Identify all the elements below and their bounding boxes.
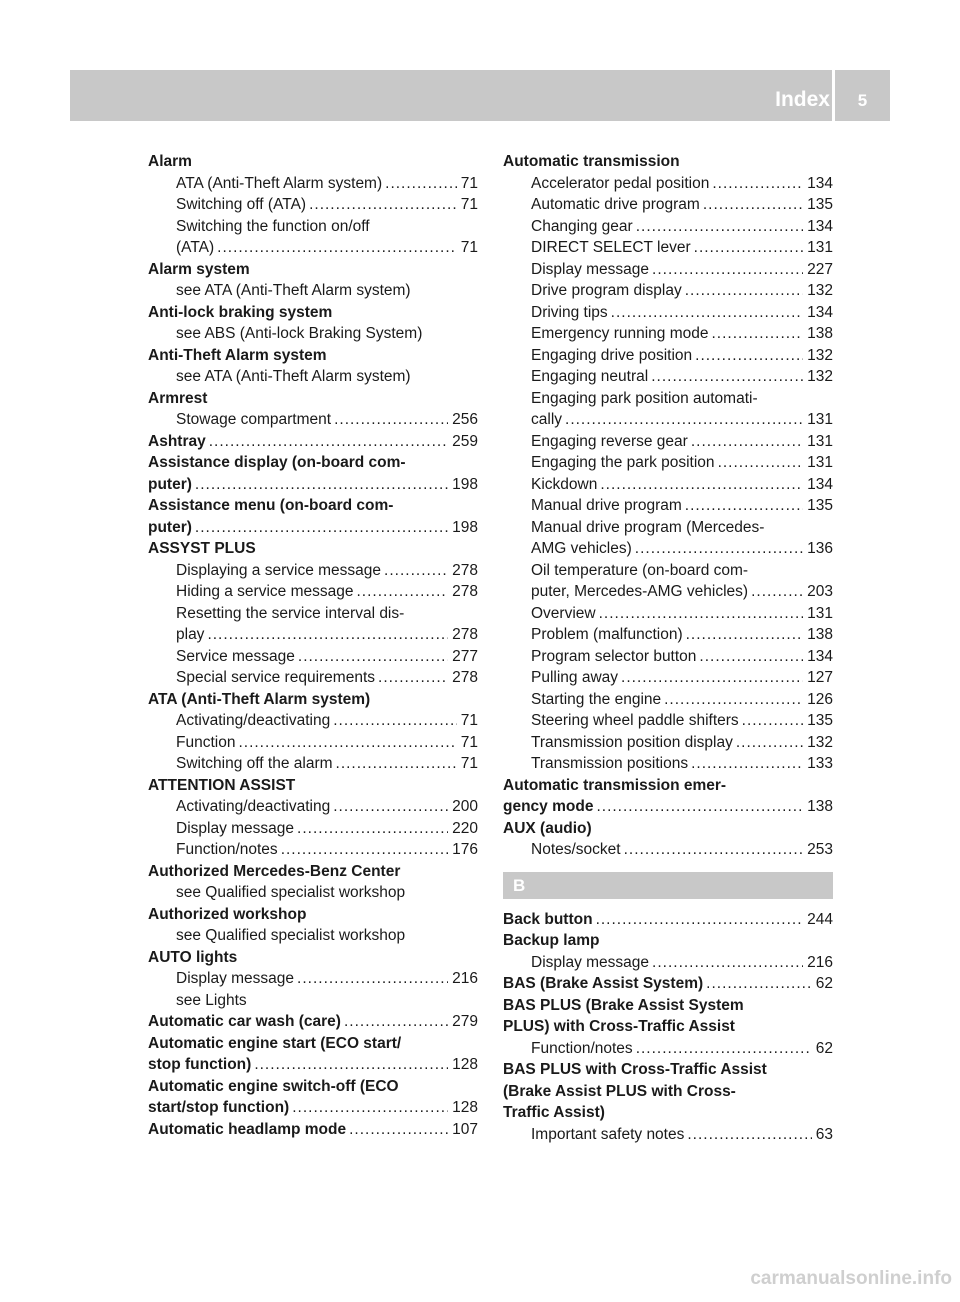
page-reference[interactable]: 131 bbox=[807, 239, 833, 256]
entry-text: (Brake Assist PLUS with Cross- bbox=[503, 1082, 736, 1100]
entry-text: Anti-lock braking system bbox=[148, 303, 333, 321]
page-reference[interactable]: 62 bbox=[815, 975, 833, 992]
page-reference[interactable]: 216 bbox=[807, 953, 833, 971]
dot-leader bbox=[624, 839, 804, 861]
entry-text: Program selector button bbox=[531, 647, 697, 665]
index-entry bbox=[148, 538, 478, 560]
entry-text: DIRECT SELECT lever bbox=[531, 239, 691, 256]
page-reference[interactable]: 278 bbox=[452, 669, 478, 686]
page-reference[interactable]: 227 bbox=[807, 260, 833, 278]
entry-text: Automatic headlamp mode bbox=[148, 1120, 347, 1138]
dot-leader bbox=[664, 689, 803, 711]
entry-text: Engaging reverse gear bbox=[531, 432, 688, 450]
index-entry bbox=[148, 495, 478, 517]
entry-text: start/stop function) bbox=[148, 1099, 290, 1116]
page-reference[interactable]: 244 bbox=[807, 910, 833, 928]
entry-text: Engaging park position automati- bbox=[531, 389, 758, 407]
entry-text: Activating/deactivating bbox=[176, 798, 331, 815]
entry-text: Activating/deactivating bbox=[176, 712, 331, 729]
dot-leader bbox=[217, 237, 457, 259]
index-entry bbox=[148, 302, 478, 324]
index-entry bbox=[148, 452, 478, 474]
entry-text: Overview bbox=[531, 604, 596, 622]
entry-text: Kickdown bbox=[531, 475, 598, 493]
entry-text: BAS PLUS (Brake Assist System bbox=[503, 996, 744, 1014]
entry-text: Service message bbox=[176, 647, 295, 665]
index-entry bbox=[148, 388, 478, 410]
page-reference[interactable]: 138 bbox=[807, 798, 833, 815]
index-subentry[interactable] bbox=[503, 603, 833, 625]
page-reference[interactable]: 135 bbox=[807, 196, 833, 213]
entry-text: Automatic transmission emer- bbox=[503, 776, 727, 794]
index-entry[interactable] bbox=[503, 796, 833, 818]
index-entry bbox=[148, 904, 478, 926]
index-entry bbox=[148, 259, 478, 281]
section-letter-heading: B bbox=[503, 872, 833, 899]
page-reference[interactable]: 63 bbox=[815, 1125, 833, 1143]
index-subentry[interactable] bbox=[503, 1124, 833, 1146]
index-subentry[interactable] bbox=[503, 710, 833, 732]
dot-leader bbox=[635, 538, 803, 560]
index-subentry[interactable] bbox=[148, 667, 478, 689]
index-subentry[interactable] bbox=[148, 560, 478, 582]
page-number: 5 bbox=[857, 91, 868, 110]
entry-text: Displaying a service message bbox=[176, 561, 382, 579]
index-subentry[interactable] bbox=[503, 495, 833, 517]
entry-text: Problem (malfunction) bbox=[531, 626, 683, 643]
index-subentry[interactable] bbox=[503, 431, 833, 453]
dot-leader bbox=[712, 173, 803, 195]
dot-leader bbox=[706, 973, 812, 995]
index-subentry bbox=[148, 990, 478, 1012]
page-reference[interactable]: 200 bbox=[452, 798, 478, 815]
dot-leader bbox=[356, 581, 448, 603]
entry-text: Switching off the alarm bbox=[176, 755, 333, 772]
index-subentry[interactable] bbox=[148, 796, 478, 818]
entry-text: cally bbox=[531, 411, 563, 428]
dot-leader bbox=[195, 474, 448, 496]
dot-leader bbox=[254, 1054, 448, 1076]
index-subentry[interactable] bbox=[148, 753, 478, 775]
index-subentry bbox=[503, 517, 833, 539]
entry-text: Function/notes bbox=[176, 841, 278, 858]
entry-text: Automatic car wash (care) bbox=[148, 1013, 341, 1030]
entry-text: see Lights bbox=[176, 991, 247, 1009]
entry-text: Accelerator pedal position bbox=[531, 174, 710, 192]
index-subentry[interactable] bbox=[503, 474, 833, 496]
index-entry bbox=[503, 151, 833, 173]
entry-text: ATA (Anti-Theft Alarm system) bbox=[176, 174, 383, 192]
dot-leader bbox=[652, 259, 803, 281]
index-subentry[interactable] bbox=[503, 839, 833, 861]
entry-text: BAS (Brake Assist System) bbox=[503, 975, 704, 992]
entry-text: Authorized workshop bbox=[148, 905, 307, 923]
entry-text: see Qualified specialist workshop bbox=[176, 884, 406, 901]
entry-text: Important safety notes bbox=[531, 1125, 685, 1143]
entry-text: Driving tips bbox=[531, 303, 608, 321]
entry-text: Function bbox=[176, 733, 236, 751]
entry-text: puter) bbox=[148, 475, 192, 493]
page-reference[interactable]: 71 bbox=[460, 239, 478, 256]
page-reference[interactable]: 277 bbox=[452, 647, 478, 665]
dot-leader bbox=[636, 216, 803, 238]
index-subentry[interactable] bbox=[148, 646, 478, 668]
dot-leader bbox=[292, 1097, 448, 1119]
index-subentry[interactable] bbox=[148, 173, 478, 195]
entry-text: see Qualified specialist workshop bbox=[176, 927, 406, 944]
index-entry bbox=[503, 775, 833, 797]
entry-text: Alarm system bbox=[148, 260, 250, 278]
entry-text: see ATA (Anti-Theft Alarm system) bbox=[176, 282, 411, 299]
index-entry bbox=[148, 345, 478, 367]
index-entry bbox=[503, 818, 833, 840]
entry-text: puter, Mercedes-AMG vehicles) bbox=[531, 583, 749, 600]
index-subentry[interactable] bbox=[148, 968, 478, 990]
entry-text: Assistance display (on-board com- bbox=[148, 454, 406, 471]
dot-leader bbox=[333, 710, 457, 732]
dot-leader bbox=[334, 409, 448, 431]
index-subentry[interactable] bbox=[503, 689, 833, 711]
index-subentry[interactable] bbox=[503, 1038, 833, 1060]
page-reference[interactable]: 278 bbox=[452, 626, 478, 643]
index-subentry[interactable] bbox=[148, 581, 478, 603]
page-reference[interactable]: 136 bbox=[807, 540, 833, 557]
page-reference[interactable]: 126 bbox=[807, 690, 833, 708]
entry-text: Display message bbox=[531, 260, 650, 278]
page-reference[interactable]: 256 bbox=[452, 411, 478, 428]
index-subentry bbox=[148, 925, 478, 947]
index-column-left bbox=[148, 151, 478, 1140]
index-entry bbox=[148, 775, 478, 797]
dot-leader bbox=[384, 560, 448, 582]
index-entry[interactable] bbox=[148, 474, 478, 496]
entry-text: Assistance menu (on-board com- bbox=[148, 497, 394, 514]
page-reference[interactable]: 133 bbox=[807, 755, 833, 772]
entry-text: Notes/socket bbox=[531, 841, 621, 858]
index-subentry[interactable] bbox=[148, 839, 478, 861]
entry-text: AUX (audio) bbox=[503, 819, 592, 837]
index-entry[interactable] bbox=[503, 973, 833, 995]
page-reference[interactable]: 278 bbox=[452, 561, 478, 579]
index-subentry bbox=[503, 388, 833, 410]
entry-text: Stowage compartment bbox=[176, 411, 332, 428]
entry-text: Engaging the park position bbox=[531, 454, 715, 471]
page-reference[interactable]: 131 bbox=[807, 411, 833, 428]
dot-leader bbox=[685, 280, 803, 302]
entry-text: Engaging drive position bbox=[531, 346, 693, 364]
index-subentry[interactable] bbox=[503, 753, 833, 775]
index-entry bbox=[148, 1033, 478, 1055]
index-entry bbox=[503, 995, 833, 1017]
entry-text: Emergency running mode bbox=[531, 325, 709, 342]
entry-text: Automatic drive program bbox=[531, 196, 700, 213]
dot-leader bbox=[600, 474, 803, 496]
dot-leader bbox=[195, 517, 448, 539]
entry-text: Resetting the service interval dis- bbox=[176, 604, 405, 622]
dot-leader bbox=[691, 431, 803, 453]
dot-leader bbox=[712, 323, 804, 345]
index-subentry bbox=[148, 882, 478, 904]
entry-text: Hiding a service message bbox=[176, 583, 354, 600]
index-subentry[interactable] bbox=[503, 646, 833, 668]
dot-leader bbox=[297, 968, 448, 990]
dot-leader bbox=[336, 753, 457, 775]
dot-leader bbox=[378, 667, 448, 689]
index-subentry[interactable] bbox=[503, 216, 833, 238]
index-subentry[interactable] bbox=[503, 366, 833, 388]
page-reference[interactable]: 278 bbox=[452, 583, 478, 600]
dot-leader bbox=[686, 624, 804, 646]
entry-text: ATA (Anti-Theft Alarm system) bbox=[148, 690, 371, 708]
entry-text: Oil temperature (on-board com- bbox=[531, 561, 749, 579]
entry-text: Manual drive program (Mercedes- bbox=[531, 518, 765, 536]
dot-leader bbox=[621, 667, 803, 689]
dot-leader bbox=[281, 839, 448, 861]
index-entry bbox=[503, 1059, 833, 1081]
index-subentry bbox=[148, 603, 478, 625]
index-entry[interactable] bbox=[148, 1054, 478, 1076]
page-reference[interactable]: 71 bbox=[460, 174, 478, 192]
dot-leader bbox=[385, 173, 457, 195]
page-reference[interactable]: 131 bbox=[807, 454, 833, 471]
page-reference[interactable]: 62 bbox=[815, 1039, 833, 1057]
page-reference[interactable]: 71 bbox=[460, 755, 478, 772]
index-subentry bbox=[148, 216, 478, 238]
page-reference[interactable]: 132 bbox=[807, 282, 833, 299]
entry-text: Function/notes bbox=[531, 1039, 633, 1057]
entry-text: ASSYST PLUS bbox=[148, 540, 256, 557]
dot-leader bbox=[298, 646, 448, 668]
index-entry[interactable] bbox=[148, 431, 478, 453]
index-entry bbox=[503, 1102, 833, 1124]
index-entry[interactable] bbox=[148, 1119, 478, 1141]
page-reference[interactable]: 138 bbox=[807, 325, 833, 342]
dot-leader bbox=[687, 1124, 811, 1146]
dot-leader bbox=[333, 796, 448, 818]
page-reference[interactable]: 131 bbox=[807, 432, 833, 450]
entry-text: Alarm bbox=[148, 153, 192, 170]
index-subentry[interactable] bbox=[503, 194, 833, 216]
index-subentry[interactable] bbox=[503, 581, 833, 603]
entry-text: Manual drive program bbox=[531, 497, 682, 514]
page-reference[interactable]: 279 bbox=[452, 1013, 478, 1030]
index-entry bbox=[148, 151, 478, 173]
entry-text: stop function) bbox=[148, 1056, 252, 1073]
page-reference[interactable]: 216 bbox=[452, 970, 478, 987]
dot-leader bbox=[742, 710, 803, 732]
page-reference[interactable]: 198 bbox=[452, 518, 478, 536]
index-entry[interactable] bbox=[148, 1011, 478, 1033]
dot-leader bbox=[565, 409, 803, 431]
index-subentry[interactable] bbox=[503, 667, 833, 689]
page-reference[interactable]: 134 bbox=[807, 647, 833, 665]
entry-text: Automatic engine switch-off (ECO bbox=[148, 1077, 399, 1095]
dot-leader bbox=[691, 753, 803, 775]
entry-text: AUTO lights bbox=[148, 948, 238, 966]
dot-leader bbox=[344, 1011, 448, 1033]
dot-leader bbox=[349, 1119, 448, 1141]
dot-leader bbox=[611, 302, 803, 324]
index-subentry[interactable] bbox=[148, 409, 478, 431]
dot-leader bbox=[599, 603, 804, 625]
page-reference[interactable]: 138 bbox=[807, 626, 833, 643]
entry-text: Backup lamp bbox=[503, 932, 600, 949]
page-reference[interactable]: 107 bbox=[452, 1120, 478, 1138]
index-subentry[interactable] bbox=[503, 302, 833, 324]
entry-text: Drive program display bbox=[531, 282, 682, 299]
page-reference[interactable]: 135 bbox=[807, 497, 833, 514]
index-entry bbox=[503, 1081, 833, 1103]
dot-leader bbox=[695, 345, 803, 367]
entry-text: PLUS) with Cross-Traffic Assist bbox=[503, 1018, 735, 1035]
dot-leader bbox=[685, 495, 803, 517]
entry-text: Back button bbox=[503, 910, 593, 928]
entry-text: gency mode bbox=[503, 798, 594, 815]
index-subentry[interactable] bbox=[503, 323, 833, 345]
dot-leader bbox=[651, 366, 803, 388]
page-title: Index bbox=[775, 88, 830, 111]
watermark: carmanualsonline.info bbox=[750, 1268, 952, 1289]
index-entry bbox=[148, 1076, 478, 1098]
page-reference[interactable]: 128 bbox=[452, 1056, 478, 1073]
index-subentry bbox=[148, 366, 478, 388]
page-reference[interactable]: 132 bbox=[807, 733, 833, 751]
index-subentry[interactable] bbox=[148, 710, 478, 732]
index-subentry bbox=[148, 280, 478, 302]
entry-text: puter) bbox=[148, 518, 192, 536]
index-entry bbox=[503, 1016, 833, 1038]
entry-text: Anti-Theft Alarm system bbox=[148, 346, 327, 364]
entry-text: Automatic engine start (ECO start/ bbox=[148, 1034, 402, 1052]
entry-text: Special service requirements bbox=[176, 669, 376, 686]
page-reference[interactable]: 134 bbox=[807, 303, 833, 321]
dot-leader bbox=[297, 818, 448, 840]
index-subentry[interactable] bbox=[148, 732, 478, 754]
entry-text: Engaging neutral bbox=[531, 368, 649, 385]
index-entry[interactable] bbox=[148, 1097, 478, 1119]
index-subentry bbox=[503, 560, 833, 582]
entry-text: Authorized Mercedes-Benz Center bbox=[148, 862, 401, 880]
index-subentry[interactable] bbox=[503, 952, 833, 974]
dot-leader bbox=[636, 1038, 812, 1060]
entry-text: Transmission position display bbox=[531, 733, 733, 751]
entry-text: Display message bbox=[176, 970, 295, 987]
page-reference[interactable]: 134 bbox=[807, 475, 833, 493]
entry-text: Starting the engine bbox=[531, 690, 662, 708]
index-subentry[interactable] bbox=[503, 345, 833, 367]
page-reference[interactable]: 71 bbox=[460, 712, 478, 729]
entry-text: Switching the function on/off bbox=[176, 217, 370, 235]
index-subentry[interactable] bbox=[503, 237, 833, 259]
entry-text: see ABS (Anti-lock Braking System) bbox=[176, 325, 423, 342]
dot-leader bbox=[207, 624, 448, 646]
page-reference[interactable]: 135 bbox=[807, 712, 833, 729]
dot-leader bbox=[238, 732, 456, 754]
entry-text: Display message bbox=[176, 819, 295, 837]
dot-leader bbox=[699, 646, 803, 668]
index-subentry[interactable] bbox=[148, 194, 478, 216]
index-entry bbox=[503, 930, 833, 952]
entry-text: Traffic Assist) bbox=[503, 1104, 605, 1121]
page-reference[interactable]: 203 bbox=[807, 583, 833, 600]
entry-text: Armrest bbox=[148, 389, 208, 407]
page-reference[interactable]: 134 bbox=[807, 174, 833, 192]
entry-text: Switching off (ATA) bbox=[176, 196, 307, 213]
dot-leader bbox=[703, 194, 803, 216]
entry-text: Transmission positions bbox=[531, 755, 689, 772]
index-entry bbox=[148, 861, 478, 883]
dot-leader bbox=[309, 194, 457, 216]
index-subentry[interactable] bbox=[503, 280, 833, 302]
dot-leader bbox=[596, 909, 804, 931]
dot-leader bbox=[652, 952, 803, 974]
dot-leader bbox=[694, 237, 803, 259]
page-reference[interactable]: 71 bbox=[460, 733, 478, 751]
entry-text: see ATA (Anti-Theft Alarm system) bbox=[176, 368, 411, 385]
entry-text: Pulling away bbox=[531, 669, 619, 686]
entry-text: AMG vehicles) bbox=[531, 540, 632, 557]
index-subentry[interactable] bbox=[503, 732, 833, 754]
page-reference[interactable]: 220 bbox=[452, 819, 478, 837]
dot-leader bbox=[751, 581, 803, 603]
page-reference[interactable]: 198 bbox=[452, 475, 478, 493]
index-subentry[interactable] bbox=[503, 452, 833, 474]
entry-text: BAS PLUS with Cross-Traffic Assist bbox=[503, 1061, 767, 1078]
index-subentry[interactable] bbox=[503, 538, 833, 560]
index-subentry[interactable] bbox=[148, 818, 478, 840]
index-subentry[interactable] bbox=[503, 624, 833, 646]
entry-text: Steering wheel paddle shifters bbox=[531, 712, 739, 729]
index-entry[interactable] bbox=[148, 517, 478, 539]
dot-leader bbox=[596, 796, 803, 818]
page-reference[interactable]: 259 bbox=[452, 432, 478, 450]
index-subentry[interactable] bbox=[148, 237, 478, 259]
index-subentry[interactable] bbox=[148, 624, 478, 646]
index-column-right bbox=[503, 151, 833, 1145]
page-reference[interactable]: 132 bbox=[807, 368, 833, 385]
page-reference[interactable]: 253 bbox=[807, 841, 833, 858]
entry-text: Display message bbox=[531, 953, 650, 971]
index-subentry[interactable] bbox=[503, 173, 833, 195]
page-reference[interactable]: 127 bbox=[807, 669, 833, 686]
page-reference[interactable]: 134 bbox=[807, 217, 833, 235]
index-subentry[interactable] bbox=[503, 259, 833, 281]
index-subentry bbox=[148, 323, 478, 345]
page-reference[interactable]: 71 bbox=[460, 196, 478, 213]
dot-leader bbox=[209, 431, 448, 453]
entry-text: Ashtray bbox=[148, 432, 206, 450]
dot-leader bbox=[736, 732, 803, 754]
entry-text: play bbox=[176, 626, 205, 643]
dot-leader bbox=[718, 452, 804, 474]
page-reference[interactable]: 176 bbox=[452, 841, 478, 858]
entry-text: (ATA) bbox=[176, 239, 215, 256]
page-reference[interactable]: 132 bbox=[807, 346, 833, 364]
entry-text: ATTENTION ASSIST bbox=[148, 776, 296, 794]
index-entry bbox=[148, 947, 478, 969]
index-entry bbox=[148, 689, 478, 711]
page-reference[interactable]: 128 bbox=[452, 1099, 478, 1116]
entry-text: Automatic transmission bbox=[503, 153, 680, 170]
index-entry[interactable] bbox=[503, 909, 833, 931]
index-subentry[interactable] bbox=[503, 409, 833, 431]
entry-text: Changing gear bbox=[531, 217, 633, 235]
page-reference[interactable]: 131 bbox=[807, 604, 833, 622]
